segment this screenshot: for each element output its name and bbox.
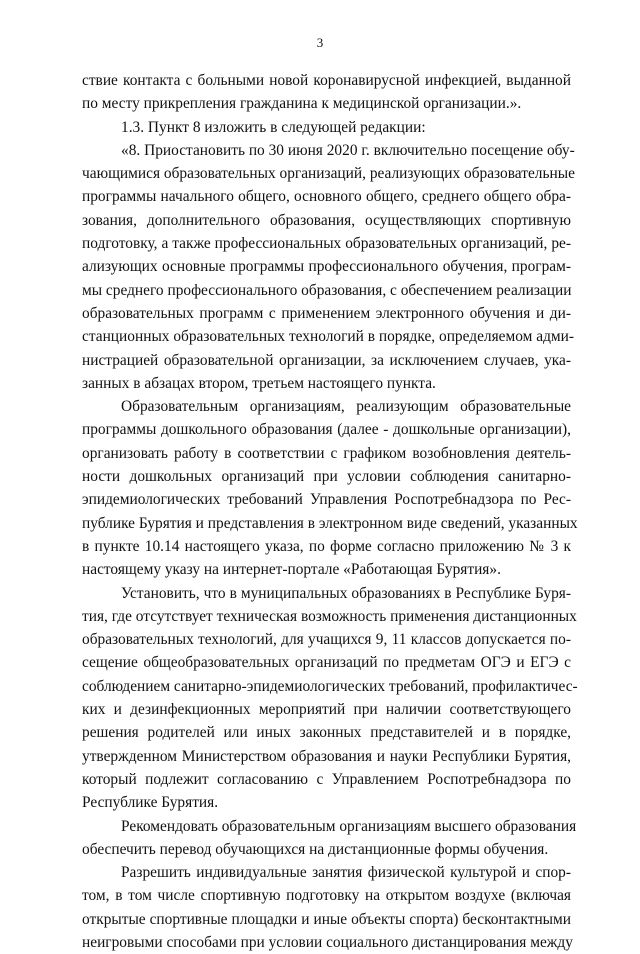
text-line: организовать работу в соответствии с графиком возобновления деятель-: [82, 444, 571, 462]
text-line: обеспечить перевод обучающихся на дистанционные формы обучения.: [82, 840, 549, 858]
text-line: подготовку, а также профессиональных образовательных организаций, ре-: [82, 235, 571, 253]
text-line: сещение общеобразовательных организаций по предметам ОГЭ и ЕГЭ с: [82, 654, 571, 672]
page-number: 3: [316, 35, 324, 50]
text-line: Рекомендовать образовательным организациям высшего образования: [121, 817, 577, 835]
document-body: [82, 69, 578, 954]
text-line: решения родителей или иных законных представителей и в порядке,: [82, 724, 571, 742]
text-line: настоящему указу на интернет-портале «Работающая Бурятия».: [82, 561, 501, 579]
text-line: образовательных программ с применением электронного обучения и ди-: [82, 304, 571, 322]
text-line: станционных образовательных технологий в порядке, определяемом адми-: [82, 328, 575, 346]
text-line: утвержденном Министерством образования и науки Республики Бурятия,: [82, 747, 571, 765]
text-line: неигровыми способами при условии социального дистанцирования между: [82, 933, 573, 951]
text-line: в пункте 10.14 настоящего указа, по форме согласно приложению № 3 к: [82, 537, 571, 555]
text-line: том, в том числе спортивную подготовку на открытом воздухе (включая: [82, 887, 571, 905]
text-line: ализующих основные программы профессионального обучения, програм-: [82, 258, 571, 276]
text-line: соблюдением санитарно-эпидемиологических требований, профилактичес-: [82, 677, 578, 695]
text-line: зования, дополнительного образования, осуществляющих спортивную: [82, 211, 571, 229]
text-line: программы дошкольного образования (далее - дошкольные организации),: [82, 421, 571, 439]
text-line: «8. Приостановить по 30 июня 2020 г. включительно посещение обу-: [121, 141, 575, 159]
text-line: чающимися образовательных организаций, реализующих образовательные: [82, 165, 575, 183]
text-line: Образовательным организациям, реализующим образовательные: [121, 398, 571, 416]
text-line: эпидемиологических требований Управления Роспотребнадзора по Рес-: [82, 491, 571, 509]
text-line: публике Бурятия и представления в электронном виде сведений, указанных: [82, 514, 578, 532]
text-line: который подлежит согласованию с Управлением Роспотребнадзора по: [82, 770, 571, 788]
text-line: открытые спортивные площадки и иные объекты спорта) бесконтактными: [82, 910, 571, 928]
text-line: ствие контакта с больными новой коронавирусной инфекцией, выданной: [82, 72, 571, 89]
text-line: Разрешить индивидуальные занятия физической культурой и спор-: [121, 864, 571, 882]
text-line: по месту прикрепления гражданина к медицинской организации.».: [82, 95, 522, 113]
text-line: Республике Бурятия.: [82, 794, 219, 812]
text-line: программы начального общего, основного общего, среднего общего обра-: [82, 188, 571, 206]
text-line: Установить, что в муниципальных образованиях в Республике Буря-: [121, 584, 571, 602]
text-line: образовательных технологий, для учащихся 9, 11 классов допускается по-: [82, 631, 571, 649]
text-line: занных в абзацах втором, третьем настоящего пункта.: [82, 374, 436, 392]
text-line: мы среднего профессионального образования, с обеспечением реализации: [82, 281, 572, 299]
text-line: нистрацией образовательной организации, за исключением случаев, ука-: [82, 351, 571, 369]
text-line: тия, где отсутствует техническая возможность применения дистанционных: [82, 607, 577, 625]
text-line: 1.3. Пункт 8 изложить в следующей редакции:: [121, 118, 426, 136]
text-line: ких и дезинфекционных мероприятий при наличии соответствующего: [82, 701, 571, 719]
text-line: ности дошкольных организаций при условии соблюдения санитарно-: [82, 468, 571, 486]
